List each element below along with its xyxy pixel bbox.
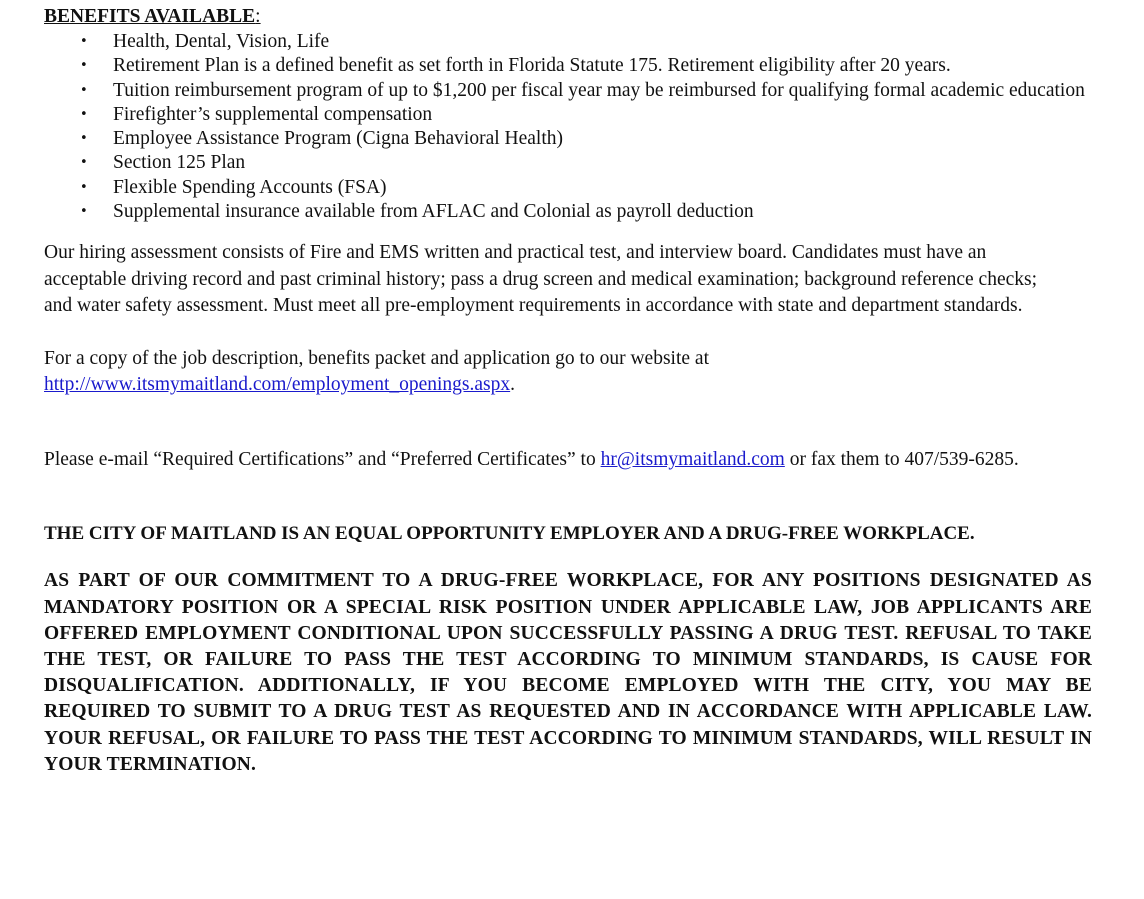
document-page (44, 4, 1104, 778)
benefit-item-health (44, 30, 1104, 54)
website-text: For a copy of the job description, benefits packet and application go to our website at (44, 347, 709, 369)
bullet-icon: • (80, 179, 88, 195)
benefits-heading (44, 4, 1104, 30)
benefit-item-supplemental (44, 200, 1104, 224)
employment-openings-link[interactable]: http://www.itsmymaitland.com/employment_openings.aspx (44, 374, 511, 396)
bullet-icon: • (80, 82, 88, 98)
benefits-list (44, 30, 1104, 224)
bullet-icon: • (80, 58, 88, 74)
benefit-item-text: Retirement Plan is a defined benefit as set forth in Florida Statute 175. Retirement eligibility after 20 years. (113, 55, 951, 77)
benefit-item-firefighter (44, 103, 1104, 127)
benefit-item-fsa (44, 176, 1104, 200)
benefit-item-text: Employee Assistance Program (Cigna Behavioral Health) (113, 128, 564, 150)
bullet-icon: • (80, 34, 88, 49)
bullet-icon: • (80, 155, 88, 171)
website-suffix: . (510, 374, 516, 396)
email-suffix: or fax them to 407/539-6285. (784, 448, 1019, 470)
assessment-paragraph: Our hiring assessment consists of Fire and EMS written and practical test, and interview board. Candidates must have an acceptable driving record and past criminal history; pass a drug screen and medical examination; background reference checks; and water safety assessment. Must meet all pre-employment requirements in accordance with state and department standards. (44, 242, 1038, 317)
hr-email-link[interactable]: hr@itsmymaitland.com (600, 448, 785, 470)
email-paragraph (44, 447, 1044, 474)
benefit-item-text: Supplemental insurance available from AFLAC and Colonial as payroll deduction (113, 201, 754, 223)
benefit-item-text: Section 125 Plan (113, 152, 246, 174)
benefit-item-text: Tuition reimbursement program of up to $1,200 per fiscal year may be reimbursed for qualifying formal academic education (113, 79, 1085, 101)
benefit-item-section125 (44, 151, 1104, 175)
benefits-heading-colon: : (255, 6, 261, 27)
drug-free-notice: AS PART OF OUR COMMITMENT TO A DRUG-FREE WORKPLACE, FOR ANY POSITIONS DESIGNATED AS MANDATORY POSITION OR A SPECIAL RISK POSITION UNDER APPLICABLE LAW, JOB APPLICANTS ARE OFFERED EMPLOYMENT CONDITIONAL UPON SUCCESSFULLY PASSING A DRUG TEST. REFUSAL TO TAKE THE TEST, OR FAILURE TO PASS THE TEST ACCORDING TO MINIMUM STANDARDS, IS CAUSE FOR DISQUALIFICATION. ADDITIONALLY, IF YOU BECOME EMPLOYED WITH THE CITY, YOU MAY BE REQUIRED TO SUBMIT TO A DRUG TEST AS REQUESTED AND IN ACCORDANCE WITH APPLICABLE LAW. YOUR REFUSAL, OR FAILURE TO PASS THE TEST ACCORDING TO MINIMUM STANDARDS, WILL RESULT IN YOUR TERMINATION. (44, 570, 1092, 775)
bullet-icon: • (80, 106, 88, 122)
benefit-item-retirement (44, 54, 1104, 78)
benefits-heading-text: BENEFITS AVAILABLE (44, 6, 256, 27)
website-paragraph (44, 346, 1104, 399)
benefit-item-tuition (44, 79, 1104, 103)
eeo-statement: THE CITY OF MAITLAND IS AN EQUAL OPPORTUNITY EMPLOYER AND A DRUG-FREE WORKPLACE. (44, 523, 975, 545)
benefit-item-text: Health, Dental, Vision, Life (113, 31, 330, 52)
email-prefix: Please e-mail “Required Certifications” and “Preferred Certificates” to (44, 448, 601, 470)
benefit-item-eap (44, 127, 1104, 151)
benefit-item-text: Firefighter’s supplemental compensation (113, 103, 433, 125)
bullet-icon: • (80, 204, 88, 220)
benefit-item-text: Flexible Spending Accounts (FSA) (113, 176, 387, 198)
bullet-icon: • (80, 131, 88, 147)
